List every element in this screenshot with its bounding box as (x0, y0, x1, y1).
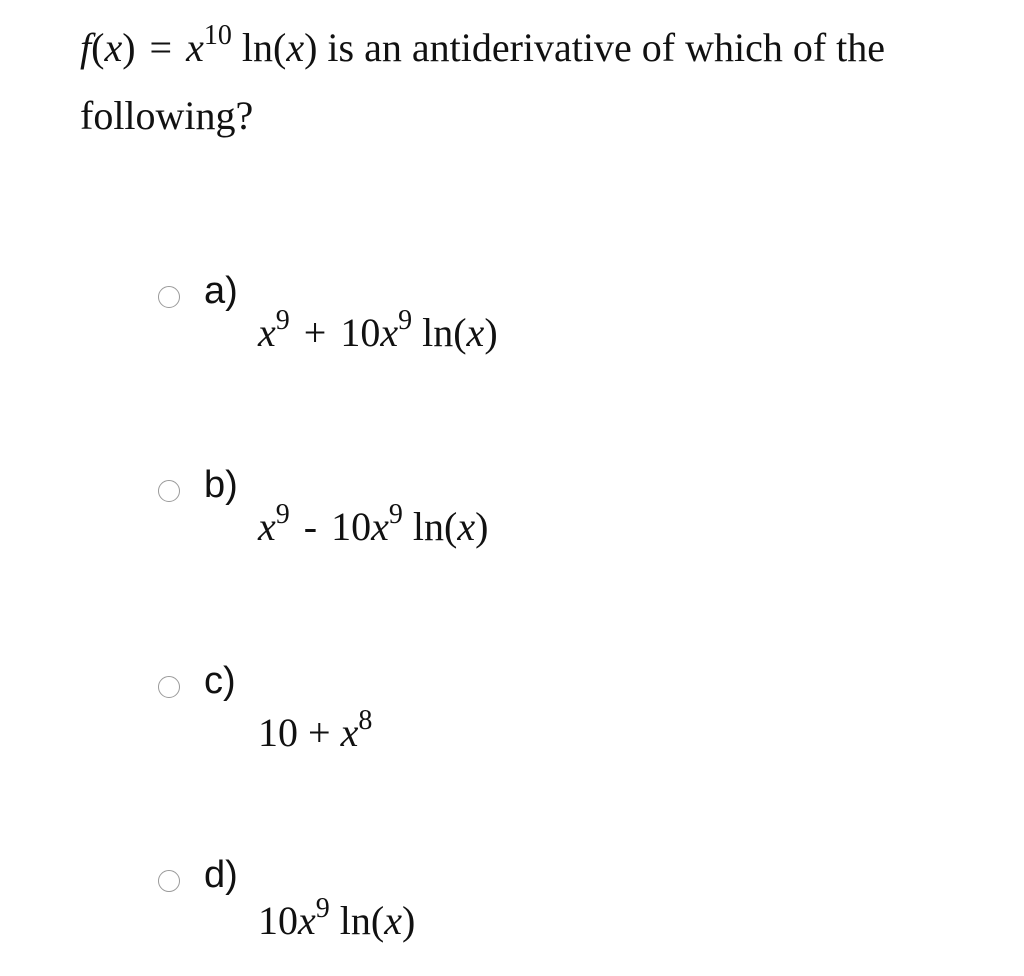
option-expression: $10x^9$ ln(x) (258, 893, 416, 943)
term-power: 9 (388, 499, 403, 531)
term-power: 9 (275, 305, 290, 337)
operator: + (308, 710, 331, 755)
option-label: c) (204, 660, 236, 702)
operator: + (303, 310, 327, 355)
radio-option-a[interactable] (158, 286, 180, 308)
operator: - (303, 504, 318, 549)
ln-function: ln (412, 504, 444, 549)
coefficient: 10 (331, 504, 372, 549)
equals-sign: = (149, 25, 173, 70)
function-name: f (80, 25, 92, 70)
question-text (80, 14, 1010, 150)
coefficient: 10 (258, 898, 298, 943)
function-var: x (104, 25, 123, 70)
radio-option-c[interactable] (158, 676, 180, 698)
option-d[interactable] (158, 854, 858, 976)
option-expression: $x^9 - 10x^9$ ln(x) (258, 499, 489, 549)
base-var: x (186, 25, 204, 70)
term-power: 9 (275, 499, 290, 531)
ln-arg: x (457, 504, 476, 549)
term-power: 8 (358, 705, 373, 737)
option-a[interactable] (158, 270, 858, 392)
term-var: x (298, 898, 316, 943)
option-label: d) (204, 854, 238, 896)
option-expression: $x^9 + 10x^9$ ln(x) (258, 305, 498, 355)
ln-function: ln (241, 25, 273, 70)
question-formula: $f(x) = x^{10}$ ln(x) (80, 20, 318, 70)
term-var: x (380, 310, 399, 355)
ln-function: ln (422, 310, 454, 355)
term-var: x (258, 504, 276, 549)
term-var: x (340, 710, 359, 755)
power: 10 (203, 20, 232, 52)
option-label: a) (204, 270, 238, 312)
term-var: x (258, 310, 276, 355)
ln-arg: x (384, 898, 402, 943)
option-c[interactable] (158, 660, 858, 782)
ln-arg: x (286, 25, 305, 70)
option-label: b) (204, 464, 238, 506)
ln-arg: x (466, 310, 485, 355)
term-var: x (371, 504, 389, 549)
radio-option-d[interactable] (158, 870, 180, 892)
radio-option-b[interactable] (158, 480, 180, 502)
term-power: 9 (398, 305, 413, 337)
term-power: 9 (315, 893, 330, 925)
constant: 10 (258, 710, 298, 755)
question-body: is an antiderivative of which of the following? (80, 25, 886, 138)
option-b[interactable] (158, 464, 858, 586)
coefficient: 10 (340, 310, 381, 355)
ln-function: ln (339, 898, 371, 943)
option-expression (258, 705, 373, 758)
